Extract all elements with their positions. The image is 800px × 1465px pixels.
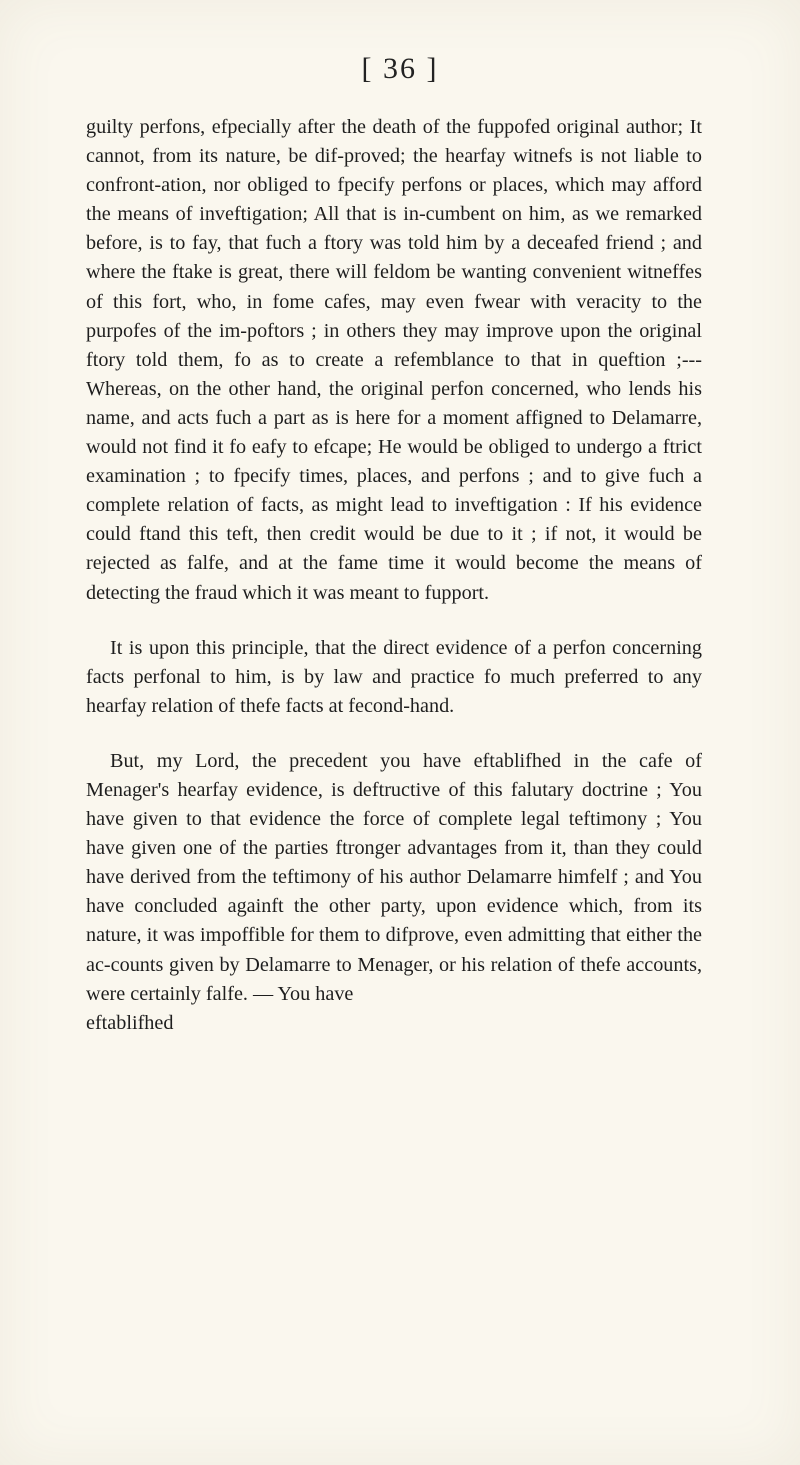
- page-number: [ 36 ]: [361, 52, 439, 85]
- page-text: [86, 113, 702, 1038]
- paragraph-gap: [86, 721, 702, 747]
- paragraph-3: But, my Lord, the precedent you have eftablifhed in the cafe of Menager's hearfay evidence, is deftructive of this falutary doctrine ; You have given to that evidence the force of complete legal teftimony ; You have given one of the parties ftronger advantages from it, than they could have derived from the teftimony of his author Delamarre himfelf ; and You have concluded againft the other party, upon evidence which, from its nature, it was impoffible for them to difprove, even admitting that either the ac-counts given by Delamarre to Menager, or his relation of thefe accounts, were certainly falfe. — You have: [86, 749, 702, 1005]
- catchword: eftablifhed: [86, 1011, 174, 1034]
- paragraph-2: It is upon this principle, that the direct evidence of a perfon concerning facts perfonal to him, is by law and practice fo much preferred to any hearfay relation of thefe facts at fecond-hand.: [86, 636, 702, 717]
- paragraph-1: guilty perfons, efpecially after the death of the fuppofed original author; It cannot, from its nature, be dif-proved; the hearfay witnefs is not liable to confront-ation, nor obliged to fpecify perfons or places, which may afford the means of inveftigation; All that is in-cumbent on him, as we remarked before, is to fay, that fuch a ftory was told him by a deceafed friend ; and where the ftake is great, there will feldom be wanting convenient witneffes of this fort, who, in fome cafes, may even fwear with veracity to the purpofes of the im-poftors ; in others they may improve upon the original ftory told them, fo as to create a refemblance to that in queftion ;---Whereas, on the other hand, the original perfon concerned, who lends his name, and acts fuch a part as is here for a moment affigned to Delamarre, would not find it fo eafy to efcape; He would be obliged to undergo a ftrict examination ; to fpecify times, places, and perfons ; and to give fuch a complete relation of facts, as might lead to inveftigation : If his evidence could ftand this teft, then credit would be due to it ; if not, it would be rejected as falfe, and at the fame time it would become the means of detecting the fraud which it was meant to fupport.: [86, 116, 702, 604]
- paragraph-gap: [86, 608, 702, 634]
